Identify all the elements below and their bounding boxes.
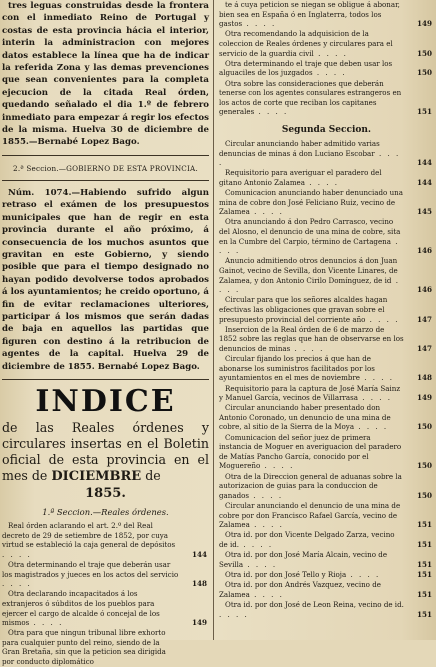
entry-page: 148 bbox=[191, 579, 207, 589]
section-rule bbox=[2, 155, 209, 156]
index-entry bbox=[219, 403, 434, 432]
entry-text: Real órden aclarando el art. 2.º del Real decreto de 29 de setiembre de 1852, por cuya virtud se estableció la caja general de depósitos bbox=[2, 520, 176, 550]
index-subtitle bbox=[2, 420, 209, 485]
index-entry bbox=[219, 168, 434, 187]
entry-text: Comunicacion del señor juez de primera instancia de Moguer en averiguacion del paradero de Matías Pancho García, conocido por el Moguereño bbox=[219, 432, 402, 471]
entry-page: 151 bbox=[416, 520, 432, 530]
index-entry bbox=[219, 0, 434, 29]
municipal-budget-notice: Núm. 1074.—Habiendo sufrido algun retraso el exámen de los presupuestos municipales que han de regir en esta provincia durante el año próximo, á consecuencia de los muchos asuntos que gravitan en este Gobierno, y siendo posible que para el tiempo designado no hayan podido devolverse todos aprobados á los ayuntamientos; he creido oportuno, á fin de evitar reclamaciones ulteriores, participar á los mismos que serán dadas de baja en aquellos las partidas que figuren con destino á la retribucion de agentes de la capital. Huelva 29 de diciembre de 1855. Bernabé Lopez Bago. bbox=[2, 187, 209, 372]
entry-page: 144 bbox=[416, 177, 432, 187]
leader-dots: . . . . bbox=[346, 569, 381, 579]
section-1-title: 1.ª Seccion.—Reales órdenes. bbox=[42, 506, 169, 517]
entry-page: 146 bbox=[416, 246, 432, 256]
closing-decree-paragraph: tres leguas construidas desde la frontera con el inmediato Reino de Portugal y costas de esta provincia hácia el interior, interin la administracion con mejores datos establece la línea que ha de indicar la referida Zona y las demas prevenciones que sean convenientes para la completa ejecucion de la citada Real órden, quedando señalado el dia 1.º de febrero inmediato para empezar á regir los efectos de la misma. Huelva 30 de diciembre de 1855.—Bernabé Lopez Bago. bbox=[2, 1, 209, 148]
entry-text: Otra id. por don José Tello y Rioja bbox=[225, 569, 347, 579]
index-entry bbox=[2, 589, 209, 627]
entry-page: 150 bbox=[416, 48, 432, 58]
leader-dots: . . . . bbox=[242, 19, 277, 29]
entry-text: Circular anunciando el denuncio de una mina de cobre por don Francisco Rafael García, vecino de Zalamea bbox=[219, 501, 401, 530]
entry-page: 151 bbox=[416, 589, 432, 599]
index-month: DICIEMBRE bbox=[51, 468, 142, 484]
entry-text: Otra determinando el traje que deben usar los alguaciles de los juzgados bbox=[219, 58, 393, 78]
index-subtitle-text: de las Reales órdenes y circulares insertas en el Boletin oficial de esta provincia en el mes de bbox=[2, 419, 209, 483]
left-column bbox=[2, 0, 209, 667]
right-column bbox=[219, 0, 434, 640]
entry-page: 151 bbox=[416, 539, 432, 549]
index-title: INDICE bbox=[35, 383, 176, 419]
index-rule bbox=[2, 379, 209, 380]
entry-text: Otra para que ningun tribunal libre exhorto para cualquier punto del reino, siendo de la Gran Bretaña, sin que la peticion sea dirigida por conducto diplomático bbox=[2, 628, 166, 667]
entry-text: Comunicacion anunciando haber denunciado una mina de cobre don José Feliciano Ruiz, vecino de Zalamea bbox=[219, 188, 403, 217]
column-divider bbox=[213, 0, 214, 640]
right-entry-list-a bbox=[219, 0, 434, 117]
entry-page: 144 bbox=[191, 549, 207, 559]
leader-dots: . . . . bbox=[304, 177, 340, 187]
index-entry bbox=[219, 580, 434, 599]
index-entry bbox=[219, 59, 434, 78]
leader-dots: . . . . bbox=[249, 490, 284, 500]
entry-page: 151 bbox=[416, 107, 432, 117]
leader-dots: . . . . bbox=[354, 422, 389, 432]
entry-page: 147 bbox=[416, 314, 432, 324]
index-entry bbox=[219, 530, 434, 549]
leader-dots: . . . . bbox=[219, 275, 400, 295]
entry-page: 145 bbox=[416, 207, 432, 217]
entry-page: 151 bbox=[416, 609, 432, 619]
leader-dots: . . . . bbox=[243, 559, 278, 569]
leader-dots: . . . . bbox=[254, 107, 289, 117]
index-entry bbox=[219, 79, 434, 117]
index-entry bbox=[219, 570, 434, 580]
entry-page: 146 bbox=[416, 285, 432, 295]
entry-text: Otra id. por don José María Alcain, vecino de Sevilla bbox=[219, 550, 388, 569]
section-2-title: Segunda Seccion. bbox=[281, 124, 372, 135]
entry-page: 149 bbox=[416, 19, 432, 29]
leader-dots: . . . . bbox=[249, 520, 284, 530]
entry-page: 150 bbox=[416, 422, 432, 432]
entry-text: Circular fijando los precios á que han de abonarse los suministros facilitados por los ayuntamientos en el mes de noviembre bbox=[219, 354, 375, 383]
entry-text: Otra recomendando la adquisicion de la coleccion de Reales órdenes y circulares para el servicio de la guardia civil bbox=[219, 29, 393, 58]
index-entry bbox=[219, 354, 434, 383]
entry-text: Otra id. por don José de Leon Reina, vecino de id. bbox=[225, 599, 404, 609]
leader-dots: . . . . bbox=[290, 343, 325, 353]
entry-page: 148 bbox=[416, 373, 432, 383]
entry-text: te á cuya peticion se niegan se obligue á abonar, bien sea en España ó en Inglaterra, todos los gastos bbox=[219, 0, 400, 29]
entry-text: Otra determinando el traje que deberán usar los magistrados y jueces en los actos del servicio bbox=[2, 559, 179, 579]
entry-page: 149 bbox=[191, 618, 207, 628]
leader-dots: . . . . bbox=[2, 549, 32, 559]
index-subtitle-de: de bbox=[145, 467, 161, 483]
entry-text: Otra sobre las consideraciones que deberán tenerse con los agentes consulares estrangeros en los actos de corte que reciban los capitanes generales bbox=[219, 78, 402, 117]
index-entry bbox=[2, 521, 209, 559]
index-entry bbox=[219, 29, 434, 58]
entry-text: Anuncio admitiendo otros denuncios á don Juan Gainot, vecino de Sevilla, don Vicente Linares, de Zalamea, y don Antonio Cirilo Domínguez, de id bbox=[219, 256, 398, 285]
leader-dots: . . . . bbox=[219, 609, 249, 619]
entry-text: Requisitorio para averiguar el paradero del gitano Antonio Zalamea bbox=[219, 168, 382, 187]
index-entry bbox=[219, 217, 434, 255]
section-heading: 2.ª Seccion.—GOBIERNO DE ESTA PROVINCIA. bbox=[13, 163, 198, 173]
leader-dots: . . . . bbox=[2, 579, 32, 589]
section-rule bbox=[2, 180, 209, 181]
entry-text: Circular anunciando haber admitido varias denuncias de minas á don Luciano Escobar bbox=[219, 138, 380, 158]
entry-page: 150 bbox=[416, 461, 432, 471]
leader-dots: . . . . bbox=[249, 207, 284, 217]
leader-dots: . . . . bbox=[312, 68, 347, 78]
left-entry-list bbox=[2, 521, 209, 667]
index-entry bbox=[219, 501, 434, 530]
entry-page: 149 bbox=[416, 393, 432, 403]
index-entry bbox=[219, 139, 434, 168]
leader-dots: . . . . bbox=[260, 461, 295, 471]
entry-text: Requisitorio para la captura de José María Sainz y Manuel García, vecinos de Villarrasa bbox=[219, 383, 401, 403]
index-entry bbox=[219, 433, 434, 471]
right-entry-list-b bbox=[219, 139, 434, 619]
leader-dots: . . . . bbox=[219, 148, 401, 168]
entry-text: Otra id. por don Vicente Delgado Zarza, vecino de id. bbox=[219, 530, 395, 549]
entry-text: Otra de la Direccion general de aduanas sobre la autorizacion de guias para la conduccion de ganados bbox=[219, 471, 402, 500]
index-entry bbox=[219, 472, 434, 501]
leader-dots: . . . . bbox=[313, 48, 348, 58]
entry-page: 151 bbox=[416, 569, 432, 579]
leader-dots: . . . . bbox=[249, 589, 284, 599]
index-entry bbox=[2, 560, 209, 589]
entry-text: Otra anunciando á don Pedro Carrasco, vecino del Alosno, el denuncio de una mina de cobre, sita en la Cumbre del Carpio, término de Cartagena bbox=[219, 217, 401, 246]
index-entry bbox=[219, 550, 434, 569]
leader-dots: . . . . bbox=[359, 373, 395, 383]
entry-text: Otra declarando incapacitados á los extranjeros ó súbditos de los pueblos para ejercer el cargo de alcalde ó concejal de los mismos bbox=[2, 589, 160, 628]
entry-text: Otra id. por don Andrés Vazquez, vecino de Zalamea bbox=[219, 580, 381, 599]
index-entry bbox=[219, 384, 434, 403]
index-entry bbox=[219, 295, 434, 324]
index-year: 1855. bbox=[85, 485, 126, 501]
entry-page: 144 bbox=[416, 158, 432, 168]
entry-text: Circular anunciando haber presentado don Antonio Coronado, un denuncio de una mina de cobre, al sitio de la Sierra de la Moya bbox=[219, 403, 391, 432]
entry-page: 147 bbox=[416, 343, 432, 353]
index-entry bbox=[219, 600, 434, 619]
entry-page: 150 bbox=[416, 68, 432, 78]
leader-dots: . . . . bbox=[239, 539, 274, 549]
entry-page: 151 bbox=[416, 559, 432, 569]
leader-dots: . . . . bbox=[29, 618, 64, 628]
index-entry bbox=[219, 188, 434, 217]
index-entry bbox=[219, 325, 434, 354]
leader-dots: . . . . bbox=[357, 393, 393, 403]
leader-dots: . . . . bbox=[219, 236, 400, 256]
index-entry bbox=[2, 628, 209, 666]
leader-dots: . . . . bbox=[365, 314, 400, 324]
index-entry bbox=[219, 256, 434, 294]
entry-text: Circular para que los señores alcaldes hagan efectivas las obligaciones que gravan sobre el presupuesto provincial del corriente año bbox=[219, 295, 388, 324]
entry-text: Insercion de la Real órden de 6 de marzo de 1852 sobre las reglas que han de observarse en los denuncios de minas bbox=[219, 324, 404, 353]
entry-page: 150 bbox=[416, 490, 432, 500]
